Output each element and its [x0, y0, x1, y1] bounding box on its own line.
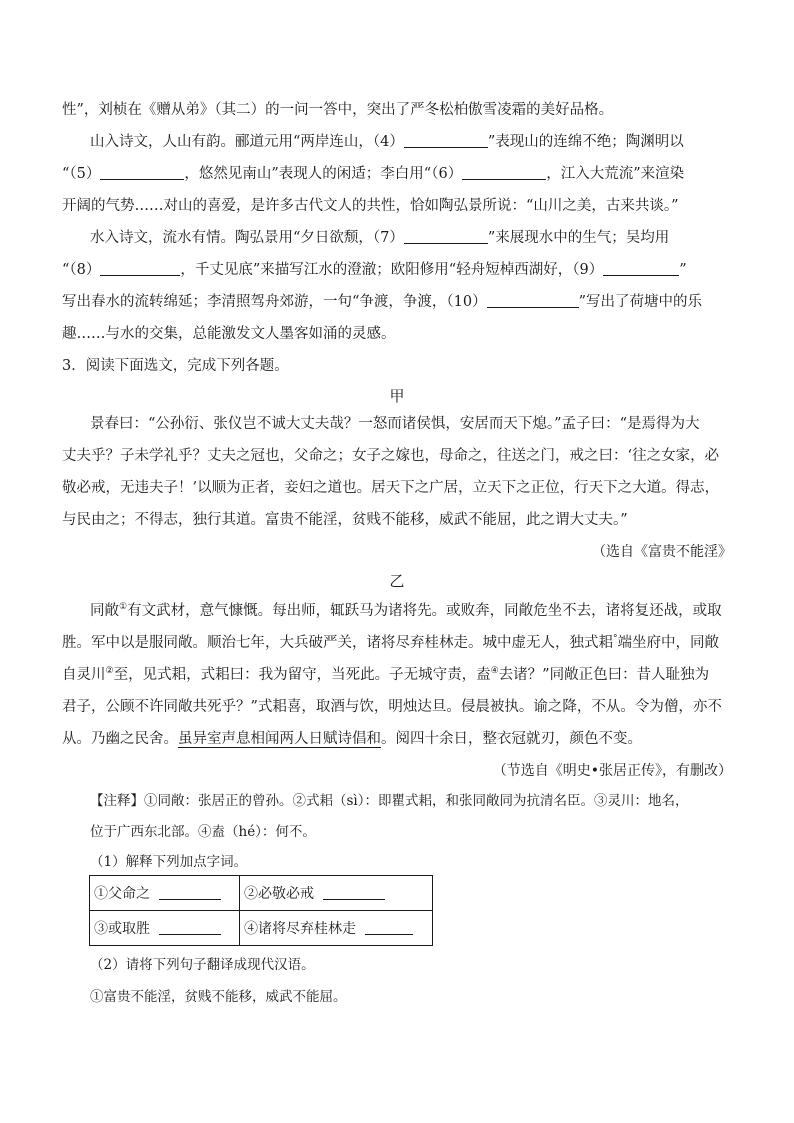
answer-blank-10[interactable]: [487, 293, 579, 308]
text: 敬必戒，无违夫子！’以顺为正者，妾妇之道也。居天下之广居，立天下之正位，行天下之大道。得志，: [62, 480, 720, 496]
paragraph-line: [62, 164, 684, 184]
note-line: [90, 822, 316, 842]
text: 【注释】①同敞：张居正的曾孙。②式耜（sì）：即瞿式耜，和张同敞同为抗清名臣。③灵川：地名，: [90, 793, 689, 809]
passage-line: [62, 729, 642, 749]
footnote-marker: ②: [105, 666, 114, 677]
text: ”: [679, 262, 687, 278]
text: 丈夫乎？子未学礼乎？丈夫之冠也，父命之；女子之嫁也，母命之，往送之门，戒之曰：‘往之女家，必: [62, 448, 720, 464]
answer-blank-7[interactable]: [404, 229, 488, 244]
text: 从。乃幽之民舍。: [62, 731, 178, 747]
table-cell: [240, 911, 433, 946]
paragraph-line: [62, 100, 613, 120]
passage-source: （节选自《明史•张居正传》，有删改）: [492, 763, 732, 779]
answer-blank[interactable]: [159, 920, 221, 935]
text: 同敞: [90, 603, 119, 619]
term: ④诸将尽弃桂林走: [244, 921, 356, 937]
answer-blank[interactable]: [365, 920, 413, 935]
text: （1）解释下列加点字词。: [90, 854, 248, 870]
text: “（8）: [62, 262, 101, 278]
answer-blank-5[interactable]: [100, 165, 184, 180]
text: 至，见式耜，式耜曰：我为留守，当死此。子无城守责，盍: [113, 667, 491, 683]
table-cell: [240, 876, 433, 911]
answer-blank-4[interactable]: [404, 133, 488, 148]
paragraph-line: [90, 132, 684, 152]
passage-title-jia: 甲: [389, 387, 405, 405]
passage-line: [90, 601, 722, 621]
passage-line: [90, 414, 700, 434]
text: ，江入大荒流”来渲染: [546, 166, 685, 182]
vocab-table: [89, 875, 433, 946]
text: 趣……与水的交集，总能激发文人墨客如涌的灵感。: [62, 326, 396, 342]
text: ，悠然见南山”表现人的闲适；李白用“（6）: [184, 166, 463, 182]
text: 君子，公顾不许同敞共死乎？”式耜喜，取酒与饮，明烛达旦。侵晨被执。谕之降，不从。令为僧，亦不: [62, 699, 722, 715]
sub-question-1: [90, 852, 247, 872]
answer-blank-6[interactable]: [462, 165, 546, 180]
note-line: [90, 791, 689, 811]
table-row: [90, 876, 433, 911]
text: “（5）: [62, 166, 101, 182]
text: ”表现山的连绵不绝；陶渊明以: [487, 134, 684, 150]
term: ①父命之: [94, 886, 150, 902]
text: 开阔的气势……对山的喜爱，是许多古代文人的共性，恰如陶弘景所说：“山川之美，古来共谈。”: [62, 198, 679, 214]
text: ”来展现水中的生气；吴均用: [487, 230, 670, 246]
footnote-marker: ①: [119, 602, 128, 613]
table-row: [90, 911, 433, 946]
term: ③或取胜: [94, 921, 150, 937]
passage-line: [62, 478, 719, 498]
passage-line: [62, 446, 719, 466]
text: 位于广西东北部。④盍（hé）：何不。: [90, 824, 316, 840]
text: ，千丈见底”来描写江水的澄澈；欧阳修用“轻舟短棹西湖好，（9）: [180, 262, 604, 278]
text: 胜。军中以是服同敞。顺治七年，大兵破严关，诸将尽弃桂林走。城中虚无人，独式耜: [62, 635, 613, 651]
text: 与民由之；不得志，独行其道。富贵不能淫，贫贱不能移，威武不能屈，此之谓大丈夫。”: [62, 512, 628, 528]
paragraph-line: [62, 260, 687, 280]
passage-line: [62, 510, 628, 530]
text: 去诸？”同敞正色曰：昔人耻独为: [498, 667, 710, 683]
text: 自灵川: [62, 667, 106, 683]
passage-source: （选自《富贵不能淫》: [592, 544, 732, 560]
text: 性”，刘桢在《赠从弟》（其二）的一问一答中，突出了严冬松柏傲雪凌霜的美好品格。: [62, 102, 614, 118]
text: 端坐府中，同敞: [617, 635, 719, 651]
table-cell: [90, 876, 240, 911]
sub-question-2: [90, 955, 315, 975]
text: 3．阅读下面选文，完成下列各题。: [62, 358, 289, 374]
text: 写出春水的流转绵延；李清照驾舟郊游，一句“争渡，争渡，（10）: [62, 294, 487, 310]
passage-title-yi: 乙: [389, 572, 405, 590]
answer-blank-8[interactable]: [100, 261, 180, 276]
table-cell: [90, 911, 240, 946]
answer-blank[interactable]: [159, 885, 221, 900]
answer-blank-9[interactable]: [603, 261, 679, 276]
sentence-to-translate: [90, 987, 347, 1007]
paragraph-line: [90, 228, 669, 248]
underlined-sentence: 虽异室声息相闻两人日赋诗倡和: [178, 731, 381, 747]
paragraph-line: [62, 292, 702, 312]
paragraph-line: [62, 324, 396, 344]
text: 有文武材，意气慷慨。每出师，辄跃马为诸将先。或败奔，同敞危坐不去，诸将复还战，或取: [127, 603, 722, 619]
footnote-marker: ④: [490, 666, 499, 677]
text: 景春曰：“公孙衍、张仪岂不诚大丈夫哉？一怒而诸侯惧，安居而天下熄。”孟子曰：“是焉得为大: [90, 416, 700, 432]
text: 。阅四十余日，整衣冠就刃，颜色不变。: [381, 731, 642, 747]
text: ①富贵不能淫，贫贱不能移，威武不能屈。: [90, 989, 347, 1005]
paragraph-line: [62, 196, 679, 216]
footnote-marker: °: [613, 634, 618, 645]
text: 山入诗文，人山有韵。郦道元用“两岸连山，（4）: [90, 134, 404, 150]
passage-line: [62, 697, 722, 717]
text: （2）请将下列句子翻译成现代汉语。: [90, 957, 315, 973]
term: ②必敬必戒: [244, 886, 314, 902]
text: 水入诗文，流水有情。陶弘景用“夕日欲颓，（7）: [90, 230, 404, 246]
text: ”写出了荷塘中的乐: [578, 294, 703, 310]
passage-line: [62, 633, 719, 653]
question-heading: [62, 356, 289, 376]
passage-line: [62, 665, 709, 685]
answer-blank[interactable]: [323, 885, 385, 900]
